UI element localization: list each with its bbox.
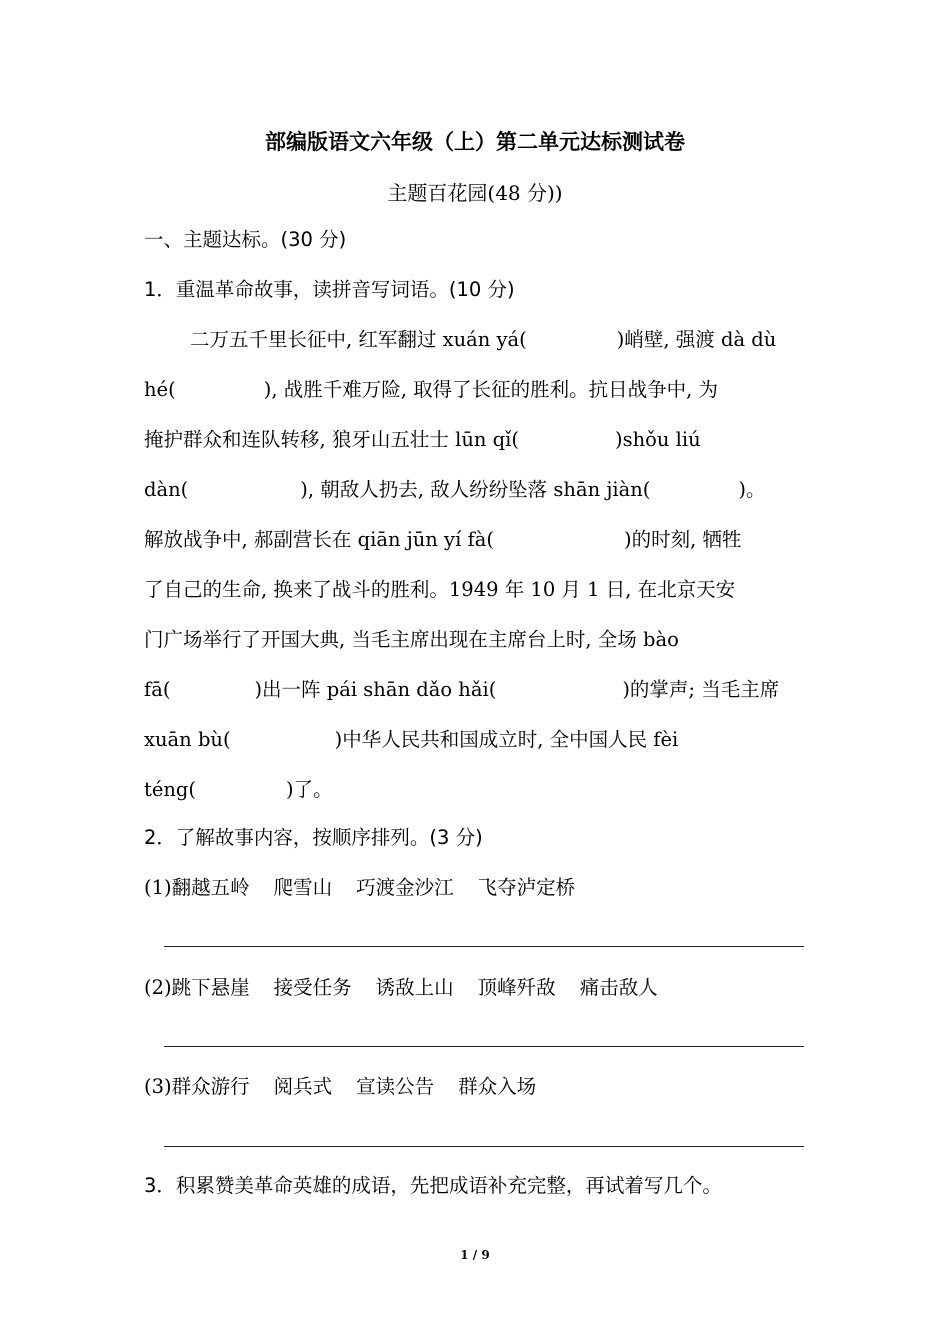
q1-line-2 bbox=[144, 374, 808, 406]
q1-line-6 bbox=[144, 574, 808, 606]
event-item: 阅兵式 bbox=[273, 1075, 333, 1098]
q1-line-3 bbox=[144, 424, 808, 456]
q1-line-text: )的掌声; 当毛主席 bbox=[622, 678, 780, 701]
q1-line-10 bbox=[144, 774, 808, 806]
q1-line-text: ), 朝敌人扔去, 敌人纷纷坠落 shān jiàn( bbox=[300, 478, 651, 501]
answer-line-1[interactable] bbox=[164, 946, 804, 947]
event-item: 飞夺泸定桥 bbox=[477, 876, 576, 899]
q1-line-text: )峭壁, 强渡 dà dù bbox=[616, 328, 777, 351]
q1-line-7 bbox=[144, 624, 808, 656]
q1-line-text: 掩护群众和连队转移, 狼牙山五壮士 lūn qǐ( bbox=[144, 428, 519, 451]
q1-line-text: )出一阵 pái shān dǎo hǎi( bbox=[254, 678, 497, 701]
q1-line-text: )。 bbox=[738, 478, 766, 501]
q1-line-text: 门广场举行了开国大典, 当毛主席出现在主席台上时, 全场 bào bbox=[144, 628, 679, 651]
page-subtitle: 主题百花园(48 分)) bbox=[387, 181, 563, 205]
group-label: (2) bbox=[144, 976, 172, 999]
event-item: 巧渡金沙江 bbox=[356, 876, 454, 899]
event-item: 痛击敌人 bbox=[579, 976, 658, 999]
answer-line-3[interactable] bbox=[164, 1146, 804, 1147]
event-item: 接受任务 bbox=[273, 976, 352, 999]
page-title: 部编版语文六年级（上）第二单元达标测试卷 bbox=[265, 130, 685, 154]
q1-line-text: hé( bbox=[144, 378, 176, 401]
q1-line-1 bbox=[190, 324, 808, 356]
question-1-heading: 1．重温革命故事，读拼音写词语。(10 分) bbox=[144, 278, 515, 301]
event-item: 诱敌上山 bbox=[375, 976, 454, 999]
page-number: 1 / 9 bbox=[460, 1248, 490, 1262]
q1-line-text: ), 战胜千难万险, 取得了长征的胜利。抗日战争中, 为 bbox=[263, 378, 719, 401]
q1-line-8 bbox=[144, 674, 808, 706]
event-item: 翻越五岭 bbox=[171, 876, 250, 899]
q1-line-text: )shǒu liú bbox=[614, 428, 701, 451]
q1-line-5 bbox=[144, 524, 808, 556]
event-item: 群众入场 bbox=[458, 1075, 537, 1098]
q1-line-text: )的时刻, 牺牲 bbox=[623, 528, 742, 551]
group-label: (1) bbox=[144, 876, 172, 899]
q1-line-text: xuān bù( bbox=[144, 728, 231, 751]
event-item: 跳下悬崖 bbox=[171, 976, 250, 999]
q1-line-text: )中华人民共和国成立时, 全中国人民 fèi bbox=[334, 728, 679, 751]
event-item: 顶峰歼敌 bbox=[477, 976, 556, 999]
event-item: 群众游行 bbox=[171, 1075, 250, 1098]
answer-line-2[interactable] bbox=[164, 1046, 804, 1047]
q2-group-1 bbox=[144, 872, 808, 904]
q1-line-text: 二万五千里长征中, 红军翻过 xuán yá( bbox=[190, 328, 527, 351]
event-item: 宣读公告 bbox=[356, 1075, 435, 1098]
event-item: 爬雪山 bbox=[273, 876, 333, 899]
q1-line-text: )了。 bbox=[286, 778, 333, 801]
q1-line-9 bbox=[144, 724, 808, 756]
q1-line-text: fā( bbox=[144, 678, 171, 701]
q2-group-2 bbox=[144, 972, 808, 1004]
question-3-heading: 3．积累赞美革命英雄的成语，先把成语补充完整，再试着写几个。 bbox=[144, 1174, 722, 1197]
group-label: (3) bbox=[144, 1075, 172, 1098]
q1-line-text: 了自己的生命, 换来了战斗的胜利。1949 年 10 月 1 日, 在北京天安 bbox=[144, 578, 736, 601]
q1-line-4 bbox=[144, 474, 808, 506]
question-2-heading: 2．了解故事内容，按顺序排列。(3 分) bbox=[144, 826, 483, 849]
section-heading: 一、主题达标。(30 分) bbox=[144, 228, 347, 251]
q2-group-3 bbox=[144, 1071, 808, 1103]
q1-line-text: 解放战争中, 郝副营长在 qiān jūn yí fà( bbox=[144, 528, 494, 551]
q1-line-text: téng( bbox=[144, 778, 197, 801]
q1-line-text: dàn( bbox=[144, 478, 189, 501]
